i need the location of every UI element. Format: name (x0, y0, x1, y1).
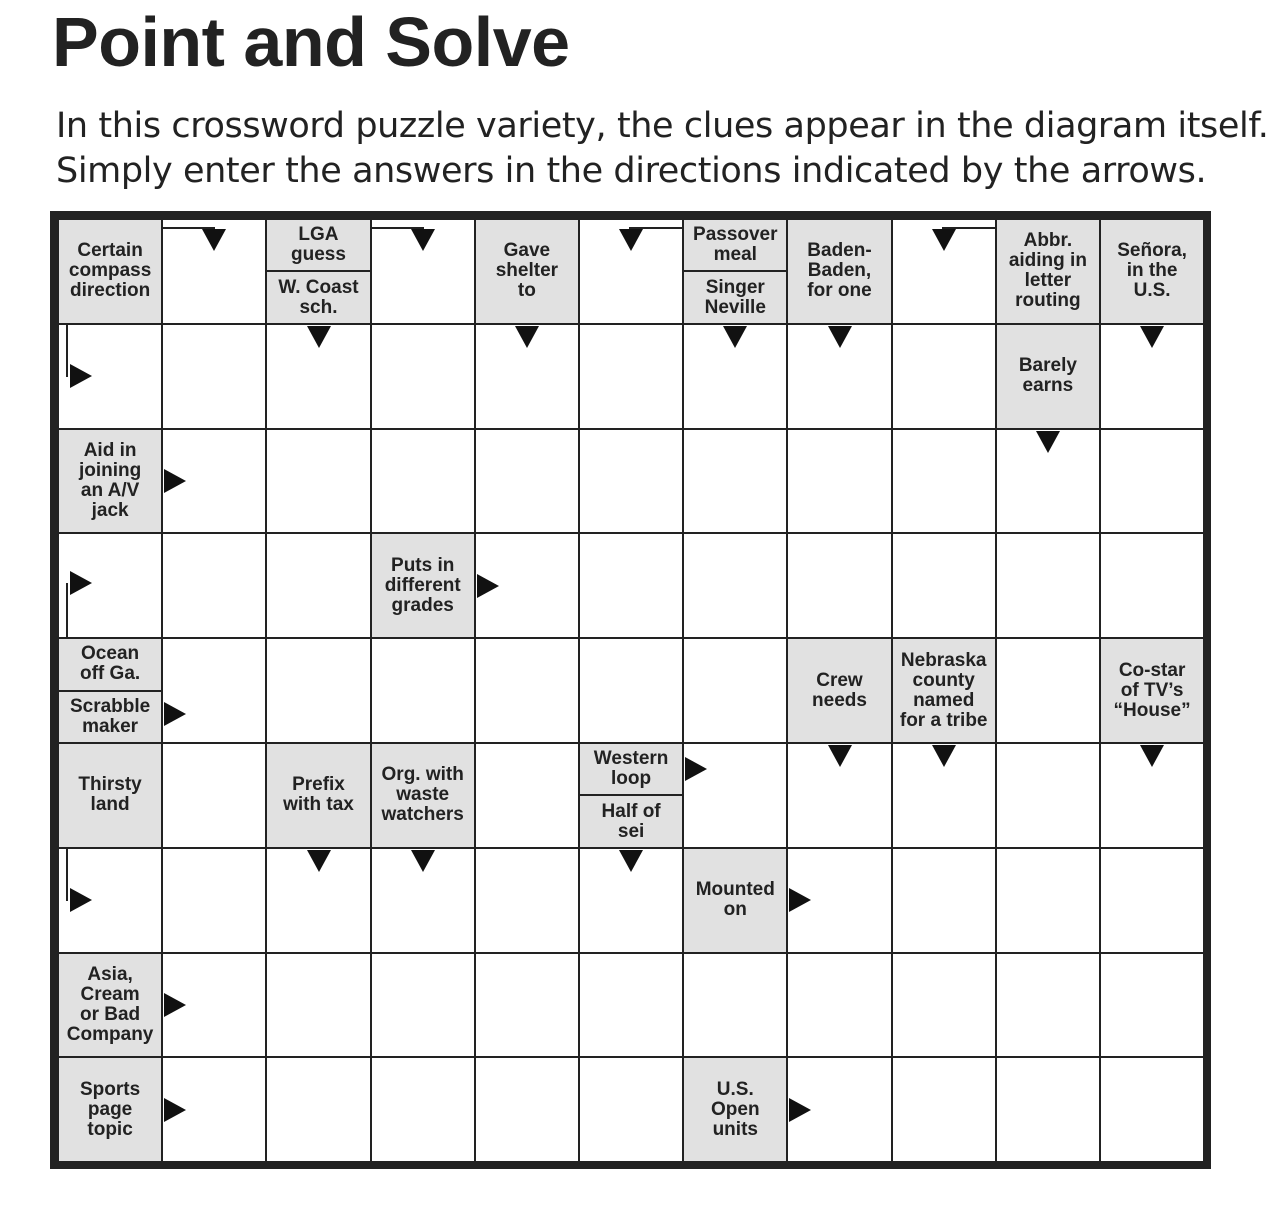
answer-cell[interactable] (893, 534, 995, 637)
answer-cell[interactable] (684, 639, 786, 742)
answer-cell[interactable] (163, 639, 265, 742)
answer-cell[interactable] (267, 430, 369, 533)
arrow-right-icon (789, 888, 811, 912)
answer-cell[interactable] (788, 954, 890, 1057)
answer-cell[interactable] (580, 325, 682, 428)
answer-cell[interactable] (580, 954, 682, 1057)
answer-cell[interactable] (580, 430, 682, 533)
clue-cell: Barely earns (997, 325, 1099, 428)
clue-cell-bottom: Half of sei (580, 796, 682, 846)
crossword-grid (50, 211, 1211, 1169)
answer-cell[interactable] (476, 430, 578, 533)
answer-cell[interactable] (893, 325, 995, 428)
arrow-stem (66, 325, 68, 377)
answer-cell[interactable] (163, 744, 265, 847)
answer-cell[interactable] (580, 534, 682, 637)
arrow-right-icon (685, 757, 707, 781)
clue-cell: Gave shelter to (476, 220, 578, 323)
instructions-line-2: Simply enter the answers in the directions indicated by the arrows. (56, 151, 1207, 191)
clue-cell-bottom: W. Coast sch. (267, 272, 369, 322)
arrow-right-icon (70, 571, 92, 595)
arrow-right-icon (164, 993, 186, 1017)
arrow-down-icon (1140, 326, 1164, 348)
clue-cell: Asia, Cream or Bad Company (59, 954, 161, 1057)
answer-cell[interactable] (893, 849, 995, 952)
answer-cell[interactable] (372, 1058, 474, 1161)
answer-cell[interactable] (684, 430, 786, 533)
clue-cell-bottom: Scrabble maker (59, 692, 161, 742)
clue-cell: Abbr. aiding in letter routing (997, 220, 1099, 323)
clue-cell: Señora, in the U.S. (1101, 220, 1203, 323)
answer-cell[interactable] (372, 954, 474, 1057)
arrow-down-icon (411, 229, 435, 251)
arrow-down-icon (828, 326, 852, 348)
clue-cell: U.S. Open units (684, 1058, 786, 1161)
arrow-down-icon (619, 850, 643, 872)
arrow-down-icon (1036, 431, 1060, 453)
clue-cell: Thirsty land (59, 744, 161, 847)
answer-cell[interactable] (372, 325, 474, 428)
arrow-right-icon (789, 1098, 811, 1122)
clue-cell: Co-star of TV’s “House” (1101, 639, 1203, 742)
answer-cell[interactable] (997, 954, 1099, 1057)
instructions-line-1: In this crossword puzzle variety, the clues appear in the diagram itself. (56, 106, 1269, 146)
answer-cell[interactable] (267, 639, 369, 742)
clue-cell: Mounted on (684, 849, 786, 952)
arrow-stem (66, 583, 68, 637)
answer-cell[interactable] (684, 534, 786, 637)
answer-cell[interactable] (997, 744, 1099, 847)
answer-cell[interactable] (1101, 534, 1203, 637)
answer-cell[interactable] (1101, 1058, 1203, 1161)
clue-cell: Org. with waste watchers (372, 744, 474, 847)
answer-cell[interactable] (580, 639, 682, 742)
answer-cell[interactable] (684, 954, 786, 1057)
clue-cell-bottom: Singer Neville (684, 272, 786, 322)
arrow-stem (66, 849, 68, 901)
arrow-down-icon (411, 850, 435, 872)
arrow-down-icon (723, 326, 747, 348)
clue-cell: Baden- Baden, for one (788, 220, 890, 323)
answer-cell[interactable] (893, 430, 995, 533)
answer-cell[interactable] (1101, 430, 1203, 533)
clue-cell-top: Passover meal (684, 220, 786, 270)
answer-cell[interactable] (267, 1058, 369, 1161)
answer-cell[interactable] (893, 954, 995, 1057)
answer-cell[interactable] (267, 534, 369, 637)
arrow-down-icon (1140, 745, 1164, 767)
clue-cell-top: Ocean off Ga. (59, 639, 161, 689)
arrow-down-icon (515, 326, 539, 348)
arrow-down-icon (202, 229, 226, 251)
answer-cell[interactable] (893, 1058, 995, 1161)
answer-cell[interactable] (372, 430, 474, 533)
answer-cell[interactable] (476, 639, 578, 742)
clue-cell-top: LGA guess (267, 220, 369, 270)
answer-cell[interactable] (788, 534, 890, 637)
clue-cell: Crew needs (788, 639, 890, 742)
answer-cell[interactable] (476, 1058, 578, 1161)
arrow-right-icon (164, 1098, 186, 1122)
page-title: Point and Solve (52, 3, 570, 81)
clue-cell: Prefix with tax (267, 744, 369, 847)
answer-cell[interactable] (580, 1058, 682, 1161)
clue-cell: Certain compass direction (59, 220, 161, 323)
arrow-down-icon (307, 850, 331, 872)
arrow-right-icon (164, 469, 186, 493)
answer-cell[interactable] (476, 849, 578, 952)
clue-cell: Sports page topic (59, 1058, 161, 1161)
answer-cell[interactable] (267, 954, 369, 1057)
clue-cell: Puts in different grades (372, 534, 474, 637)
answer-cell[interactable] (476, 744, 578, 847)
answer-cell[interactable] (476, 954, 578, 1057)
answer-cell[interactable] (372, 639, 474, 742)
arrow-right-icon (70, 888, 92, 912)
answer-cell[interactable] (163, 849, 265, 952)
clue-cell-top: Western loop (580, 744, 682, 794)
answer-cell[interactable] (163, 534, 265, 637)
clue-cell: Aid in joining an A/V jack (59, 430, 161, 533)
arrow-right-icon (70, 364, 92, 388)
answer-cell[interactable] (997, 639, 1099, 742)
answer-cell[interactable] (788, 430, 890, 533)
answer-cell[interactable] (1101, 954, 1203, 1057)
answer-cell[interactable] (163, 325, 265, 428)
clue-cell: Nebraska county named for a tribe (893, 639, 995, 742)
arrow-right-icon (164, 702, 186, 726)
arrow-down-icon (619, 229, 643, 251)
instructions (56, 104, 1268, 194)
answer-cell[interactable] (997, 1058, 1099, 1161)
answer-cell[interactable] (997, 534, 1099, 637)
arrow-right-icon (477, 574, 499, 598)
arrow-down-icon (828, 745, 852, 767)
answer-cell[interactable] (1101, 849, 1203, 952)
answer-cell[interactable] (997, 849, 1099, 952)
arrow-down-icon (932, 229, 956, 251)
arrow-down-icon (307, 326, 331, 348)
arrow-down-icon (932, 745, 956, 767)
